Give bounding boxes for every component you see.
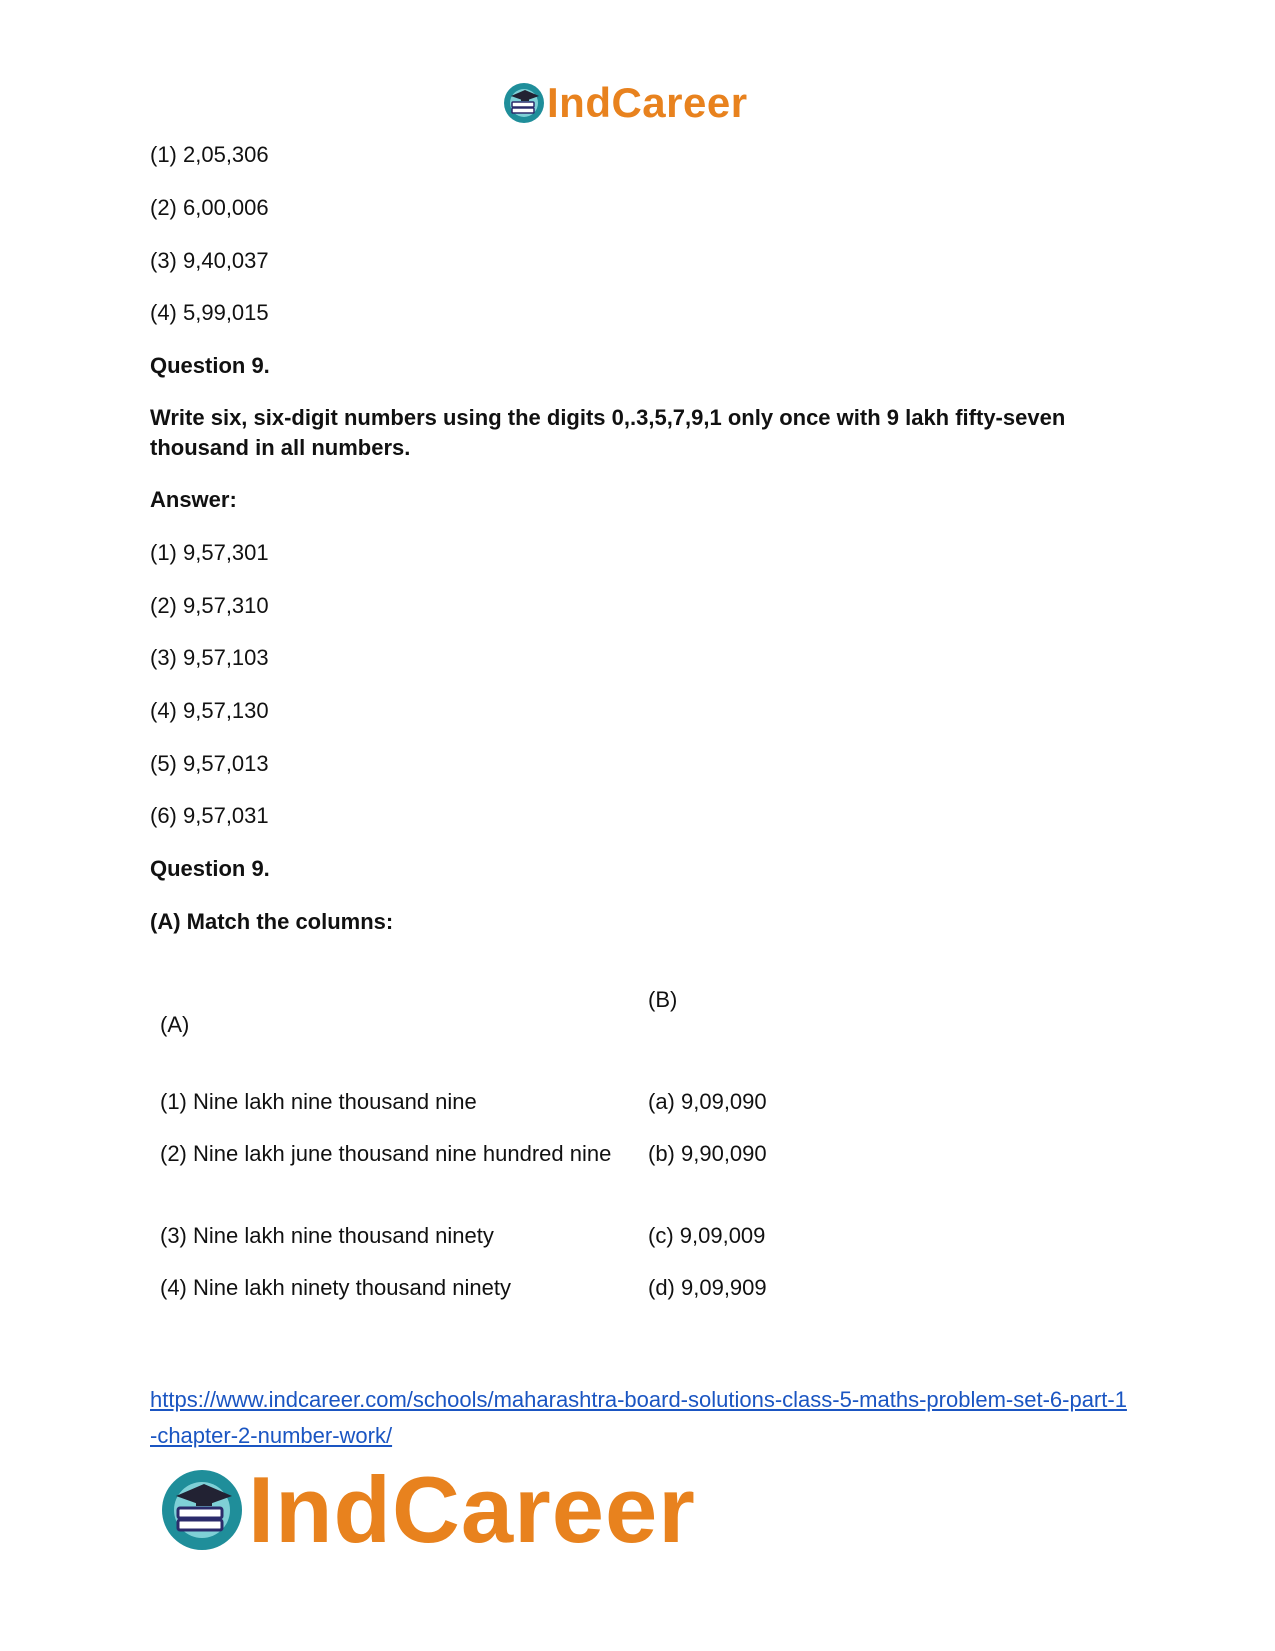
question-heading: Question 9. — [150, 353, 270, 378]
brand-name: IndCareer — [547, 79, 748, 126]
source-link[interactable]: https://www.indcareer.com/schools/maharashtra-board-solutions-class-5-maths-problem-set-6-part-1-chapter-2-number-work/ — [150, 1387, 1127, 1448]
list-item: (1) 2,05,306 — [150, 142, 269, 167]
table-cell-b: (d) 9,09,909 — [648, 1275, 767, 1300]
list-item: (3) 9,40,037 — [150, 248, 269, 273]
list-item: (6) 9,57,031 — [150, 803, 269, 828]
list-item: (3) 9,57,103 — [150, 645, 269, 670]
table-cell-a: (4) Nine lakh ninety thousand ninety — [160, 1275, 511, 1300]
graduation-book-logo-icon — [503, 82, 545, 124]
list-item: (4) 5,99,015 — [150, 300, 269, 325]
table-cell-a: (3) Nine lakh nine thousand ninety — [160, 1223, 494, 1248]
list-item: (2) 9,57,310 — [150, 593, 269, 618]
answer-label: Answer: — [150, 487, 237, 512]
question-subheading: (A) Match the columns: — [150, 909, 394, 934]
footer-logo — [160, 1457, 696, 1562]
table-header-a: (A) — [160, 1012, 190, 1037]
table-cell-a: (2) Nine lakh june thousand nine hundred nine — [160, 1141, 612, 1166]
table-header-b: (B) — [648, 987, 678, 1012]
table-cell-b: (a) 9,09,090 — [648, 1089, 767, 1114]
table-cell-b: (b) 9,90,090 — [648, 1141, 767, 1166]
list-item: (4) 9,57,130 — [150, 698, 269, 723]
table-cell-b: (c) 9,09,009 — [648, 1223, 766, 1248]
question-heading: Question 9. — [150, 856, 270, 881]
list-item: (5) 9,57,013 — [150, 751, 269, 776]
header-logo — [503, 78, 748, 128]
brand-name: IndCareer — [248, 1457, 696, 1562]
graduation-book-logo-icon — [160, 1468, 244, 1552]
table-cell-a: (1) Nine lakh nine thousand nine — [160, 1089, 477, 1114]
question-text: Write six, six-digit numbers using the digits 0,.3,5,7,9,1 only once with 9 lakh fifty-seven thousand in all numbers. — [150, 405, 1066, 460]
list-item: (1) 9,57,301 — [150, 540, 269, 565]
list-item: (2) 6,00,006 — [150, 195, 269, 220]
